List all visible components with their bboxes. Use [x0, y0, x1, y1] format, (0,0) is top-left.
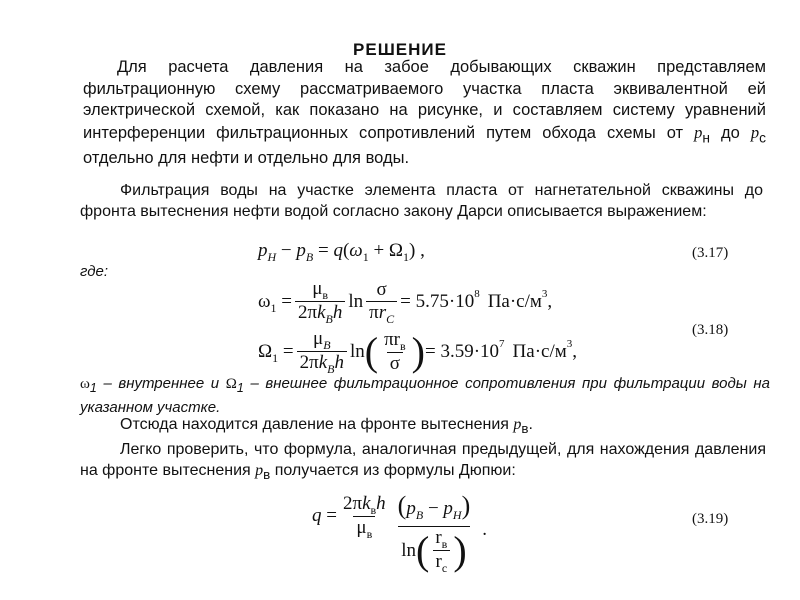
omega1-value: = 5.75·10: [400, 290, 475, 312]
equation-3-17: $p_H - p_B = q(\omega_1 + \Omega_1)$ ,: [258, 240, 425, 264]
Omega-symbol: Ω: [225, 376, 237, 392]
darcy-text: Фильтрация воды на участке элемента пласта от нагнетательной скважины до фронта вытеснения нефти водой согласно закону Дарси описывается выражением:: [80, 182, 763, 220]
where-label: где:: [80, 263, 109, 280]
units-cube: 3: [541, 287, 548, 300]
intro-to: до: [721, 123, 740, 142]
omega1-exponent: 8: [474, 287, 480, 300]
equation-omega1: $\omega_1$ = $\frac{\mu_в}{2\pi k_Bh}$ ln $\frac{\sigma}{\pi r_C}$ = 5.75·10 8 Па·с/м 3 ,: [258, 278, 553, 326]
resistances-text-b: – внешнее фильтрационное сопротивления при фильтрации воды на указанном участке.: [80, 375, 771, 416]
omega-symbol: ω: [80, 376, 90, 392]
equation-3-19: q = $\frac{2\pi k_вh}{\mu_в}$ $(p_B - p_H)$ ln ( $\frac{r_в}{r_с}$ ) .: [312, 491, 487, 575]
paragraph-darcy: [80, 180, 763, 222]
p-symbol: р: [750, 122, 760, 142]
equation-Omega1: $\Omega_1$ = $\frac{\mu_B}{2\pi k_Bh}$ ln ( $\frac{\pi r_в}{\sigma}$ ) = 3.59·10 7 Па·с/м 3 ,: [258, 328, 578, 376]
p-subscript: н: [702, 129, 710, 145]
units-cube: 3: [566, 337, 573, 350]
p-symbol: р: [255, 462, 264, 480]
p-subscript: в: [521, 421, 529, 437]
paragraph-resistances: [80, 374, 770, 417]
p-symbol: р: [694, 122, 703, 142]
resistances-text-a: – внутреннее и: [103, 375, 220, 392]
equation-number: (3.18): [692, 322, 729, 338]
front-text-2: Легко проверить, что формула, аналогичная предыдущей, для нахождения давления на фронте вытеснения: [80, 441, 766, 480]
equation-number: (3.19): [692, 511, 729, 527]
omega1-units: Па·с/м: [487, 290, 542, 312]
omega-subscript: 1: [89, 381, 97, 395]
Omega1-units: Па·с/м: [512, 340, 567, 362]
equation-number: (3.17): [692, 245, 729, 261]
Omega-subscript: 1: [236, 381, 244, 395]
solution-heading: РЕШЕНИЕ: [353, 40, 447, 59]
p-symbol: р: [513, 416, 522, 433]
paragraph-front-pressure: Отсюда находится давление на фронте вытеснения $р_в$. Легко проверить, что формула, аналогичная предыдущей, для нахождения давления на фронте вытеснения $р_в$ получается из формулы Дюпюи:: [80, 416, 766, 483]
intro-text: Для расчета давления на забое добывающих скважин представляем фильтрационную схему рассматриваемого участка пласта эквивалентной ей электрической схемой, как показано на рисунке, и составляем систему уравнений интерференции фильтрационных сопротивлений путем обхода схемы от: [83, 58, 766, 142]
front-text-3: получается из формулы Дюпюи:: [274, 462, 516, 480]
paragraph-intro: [83, 57, 766, 170]
front-text-1: Отсюда находится давление на фронте вытеснения: [120, 416, 509, 433]
Omega1-value: = 3.59·10: [425, 340, 500, 362]
Omega1-exponent: 7: [499, 337, 505, 350]
p-subscript: в: [263, 467, 271, 483]
p-subscript: с: [759, 129, 766, 145]
intro-end: отдельно для нефти и отдельно для воды.: [83, 149, 410, 168]
